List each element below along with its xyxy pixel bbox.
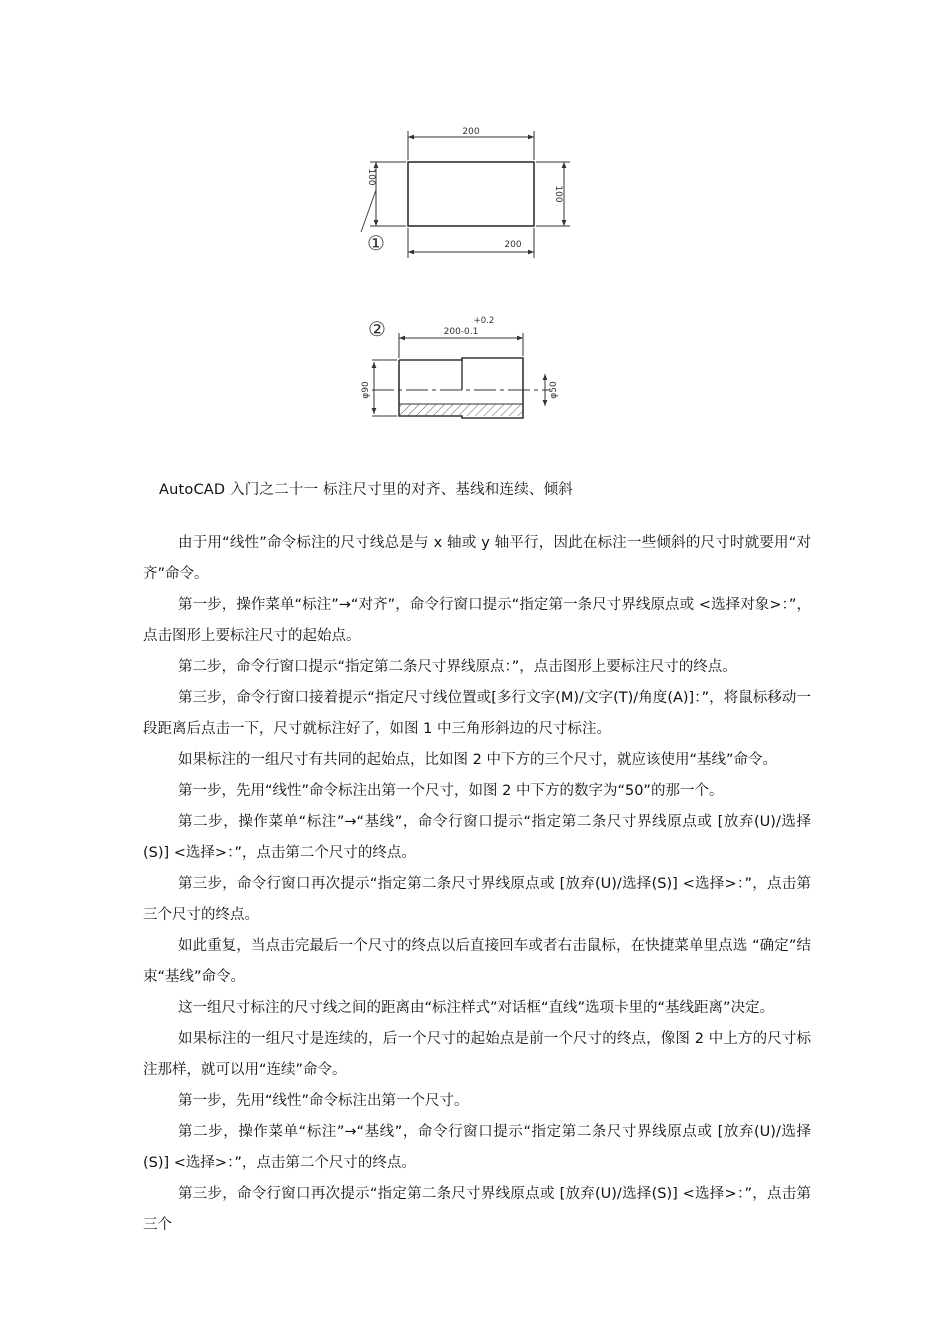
- fig2-tolerance-text: +0.2: [473, 316, 495, 326]
- fig1-left-dim-text: 100: [366, 168, 376, 186]
- paragraph: 第三步，命令行窗口再次提示“指定第二条尺寸界线原点或 [放弃(U)/选择(S)] <选择>：”，点击第三个尺寸的终点。: [143, 876, 811, 923]
- paragraph: 如果标注的一组尺寸是连续的，后一个尺寸的起始点是前一个尺寸的终点，像图 2 中上方的尺寸标注那样，就可以用“连续”命令。: [143, 1031, 811, 1078]
- fig1-bottom-dim-text: 200: [504, 240, 522, 250]
- article-title: AutoCAD 入门之二十一 标注尺寸里的对齐、基线和连续、倾斜: [159, 482, 573, 498]
- paragraph: 第二步，命令行窗口提示“指定第二条尺寸界线原点：”，点击图形上要标注尺寸的终点。: [178, 659, 737, 675]
- fig2-top-dim-text: 200-0.1: [443, 327, 479, 337]
- figure-1: [361, 131, 570, 258]
- paragraph: 这一组尺寸标注的尺寸线之间的距离由“标注样式”对话框“直线”选项卡里的“基线距离”决定。: [178, 1000, 775, 1016]
- fig1-right-dim-text: 100: [553, 185, 563, 203]
- fig2-right-dim-text: φ50: [549, 381, 559, 399]
- paragraph: 第三步，命令行窗口接着提示“指定尺寸线位置或[多行文字(M)/文字(T)/角度(A)]：”，将鼠标移动一段距离后点击一下，尺寸就标注好了，如图 1 中三角形斜边的尺寸标注。: [143, 690, 811, 737]
- fig2-label: ②: [368, 317, 386, 341]
- paragraph: 第二步，操作菜单“标注”→“基线”，命令行窗口提示“指定第二条尺寸界线原点或 [放弃(U)/选择(S)] <选择>：”，点击第二个尺寸的终点。: [143, 1124, 811, 1171]
- fig2-hatch: [400, 404, 522, 416]
- fig1-rectangle: [408, 162, 534, 226]
- paragraph: 第三步，命令行窗口再次提示“指定第二条尺寸界线原点或 [放弃(U)/选择(S)] <选择>：”，点击第三个: [143, 1186, 811, 1233]
- paragraph: 第一步，操作菜单“标注”→“对齐”，命令行窗口提示“指定第一条尺寸界线原点或 <选择对象>：”，点击图形上要标注尺寸的起始点。: [143, 597, 811, 644]
- fig1-label: ①: [367, 231, 385, 255]
- paragraph: 第一步，先用“线性”命令标注出第一个尺寸，如图 2 中下方的数字为“50”的那一个。: [178, 783, 724, 799]
- paragraph: 第一步，先用“线性”命令标注出第一个尺寸。: [178, 1093, 469, 1109]
- paragraph: 如此重复，当点击完最后一个尺寸的终点以后直接回车或者右击鼠标，在快捷菜单里点选 “确定”结束“基线”命令。: [143, 938, 811, 985]
- paragraph: 第二步，操作菜单“标注”→“基线”，命令行窗口提示“指定第二条尺寸界线原点或 [放弃(U)/选择(S)] <选择>：”，点击第二个尺寸的终点。: [143, 814, 811, 861]
- figure-2: [372, 333, 550, 418]
- fig1-top-dim-text: 200: [462, 127, 480, 137]
- paragraph: 由于用“线性”命令标注的尺寸线总是与 x 轴或 y 轴平行，因此在标注一些倾斜的尺寸时就要用“对齐”命令。: [143, 535, 811, 582]
- article-body: [143, 528, 811, 1241]
- technical-drawings: [0, 0, 950, 470]
- paragraph: 如果标注的一组尺寸有共同的起始点，比如图 2 中下方的三个尺寸，就应该使用“基线”命令。: [178, 752, 777, 768]
- fig2-left-dim-text: φ90: [361, 381, 371, 399]
